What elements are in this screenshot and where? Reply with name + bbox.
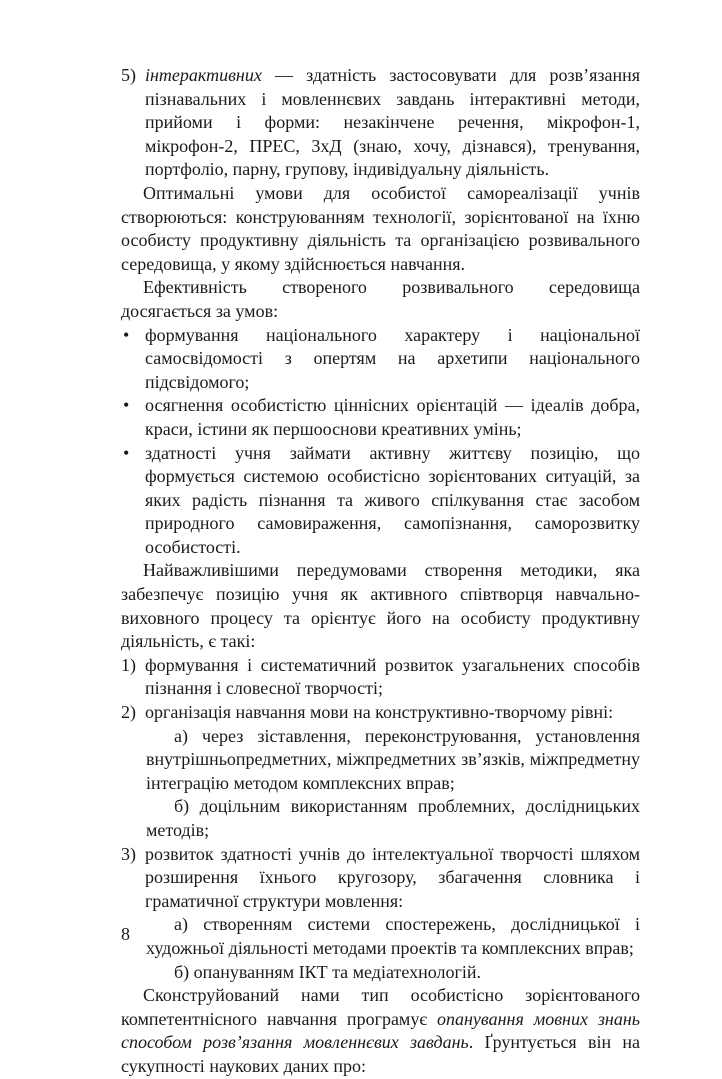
list-number: 5): [121, 65, 136, 85]
list-number: 3): [121, 843, 136, 864]
list-item-body: [145, 64, 640, 182]
list-number: 1): [121, 654, 136, 675]
page-content: [121, 64, 640, 1079]
bullet-icon: •: [123, 395, 130, 416]
bullet-item: [121, 394, 640, 441]
bullet-icon: •: [123, 324, 130, 345]
paragraph-emphasis: опанування мовних знань способом розв’язання мовленнєвих завдань: [121, 1008, 640, 1053]
list-number: 2): [121, 702, 136, 723]
list-item-term: інтерактивних: [145, 65, 262, 85]
paragraph-effectiveness: Ефективність створеного розвивального середовища досягається за умов:: [121, 277, 640, 321]
page-number: 8: [121, 924, 130, 944]
list-item-text: — здатність застосовувати для розв’язання пізнавальних і мовленнєвих завдань інтерактивні методи, прийоми і форми: незакінчене речення, мікрофон-1, мікрофон-2, ПРЕС, 3хД (знаю, хочу, дізнався), тренування, портфоліо, парну, групову, індивідуальну діяльність.: [145, 65, 640, 180]
paragraph-prerequisites: Найважливішими передумовами створення методики, яка забезпечує позицію учня як активного співтворця навчально-виховного процесу та орієнтує його на особисту продуктивну діяльність, є такі:: [121, 560, 640, 652]
condition-3-sub-a: а) створенням системи спостережень, дослідницької і художньої діяльності методами проектів та комплексних вправ;: [146, 914, 640, 958]
bullet-text: осягнення особистістю ціннісних орієнтацій — ідеалів добра, краси, істини як першооснови креативних умінь;: [145, 395, 640, 439]
condition-2-sub-a: а) через зіставлення, переконструювання, установлення внутрішньопредметних, міжпредметних зв’язків, міжпредметну інтеграцію методом комплексних вправ;: [146, 725, 640, 793]
paragraph-constructed-type: [121, 984, 640, 1078]
list-item-text: організація навчання мови на конструктивно-творчому рівні:: [145, 702, 614, 723]
bullet-text: здатності учня займати активну життєву позицію, що формується системою особистісно зорієнтованих ситуацій, за яких радість пізнання та живого спілкування стає засобом природного самовираження, самопізнання, саморозвитку особистості.: [145, 442, 640, 557]
bullet-item: [121, 442, 640, 560]
paragraph-text-end: . Ґрунтується він на сукупності наукових даних про:: [121, 1032, 641, 1076]
condition-2-sub-b: б) доцільним використанням проблемних, дослідницьких методів;: [146, 796, 640, 840]
bullet-item: [121, 324, 640, 395]
list-item-5: [121, 64, 640, 182]
list-item-text: розвиток здатності учнів до інтелектуальної творчості шляхом розширення їхнього кругозору, збагачення словника і граматичної структури мовлення:: [145, 843, 640, 911]
condition-3-sub-b: б) опануванням ІКТ та медіатехнологій.: [174, 961, 482, 982]
paragraph-text-start: Сконструйований нами тип особистісно зорієнтованого компетентнісного навчання програмує: [121, 985, 640, 1029]
bullet-icon: •: [123, 442, 130, 463]
bullet-text: формування національного характеру і національної самосвідомості з опертям на архетипи національного підсвідомого;: [145, 324, 640, 392]
condition-item-1: [121, 654, 640, 701]
list-item-text: формування і систематичний розвиток узагальнених способів пізнання і словесної творчості;: [145, 654, 640, 699]
condition-item-2: [121, 701, 640, 725]
paragraph-conditions: Оптимальні умови для особистої самореалізації учнів створюються: конструюванням технології, зорієнтованої на їхню особисту продуктивну діяльність та організацією розвивального середовища, у якому здійснюється навчання.: [121, 182, 640, 274]
condition-item-3: [121, 843, 640, 914]
